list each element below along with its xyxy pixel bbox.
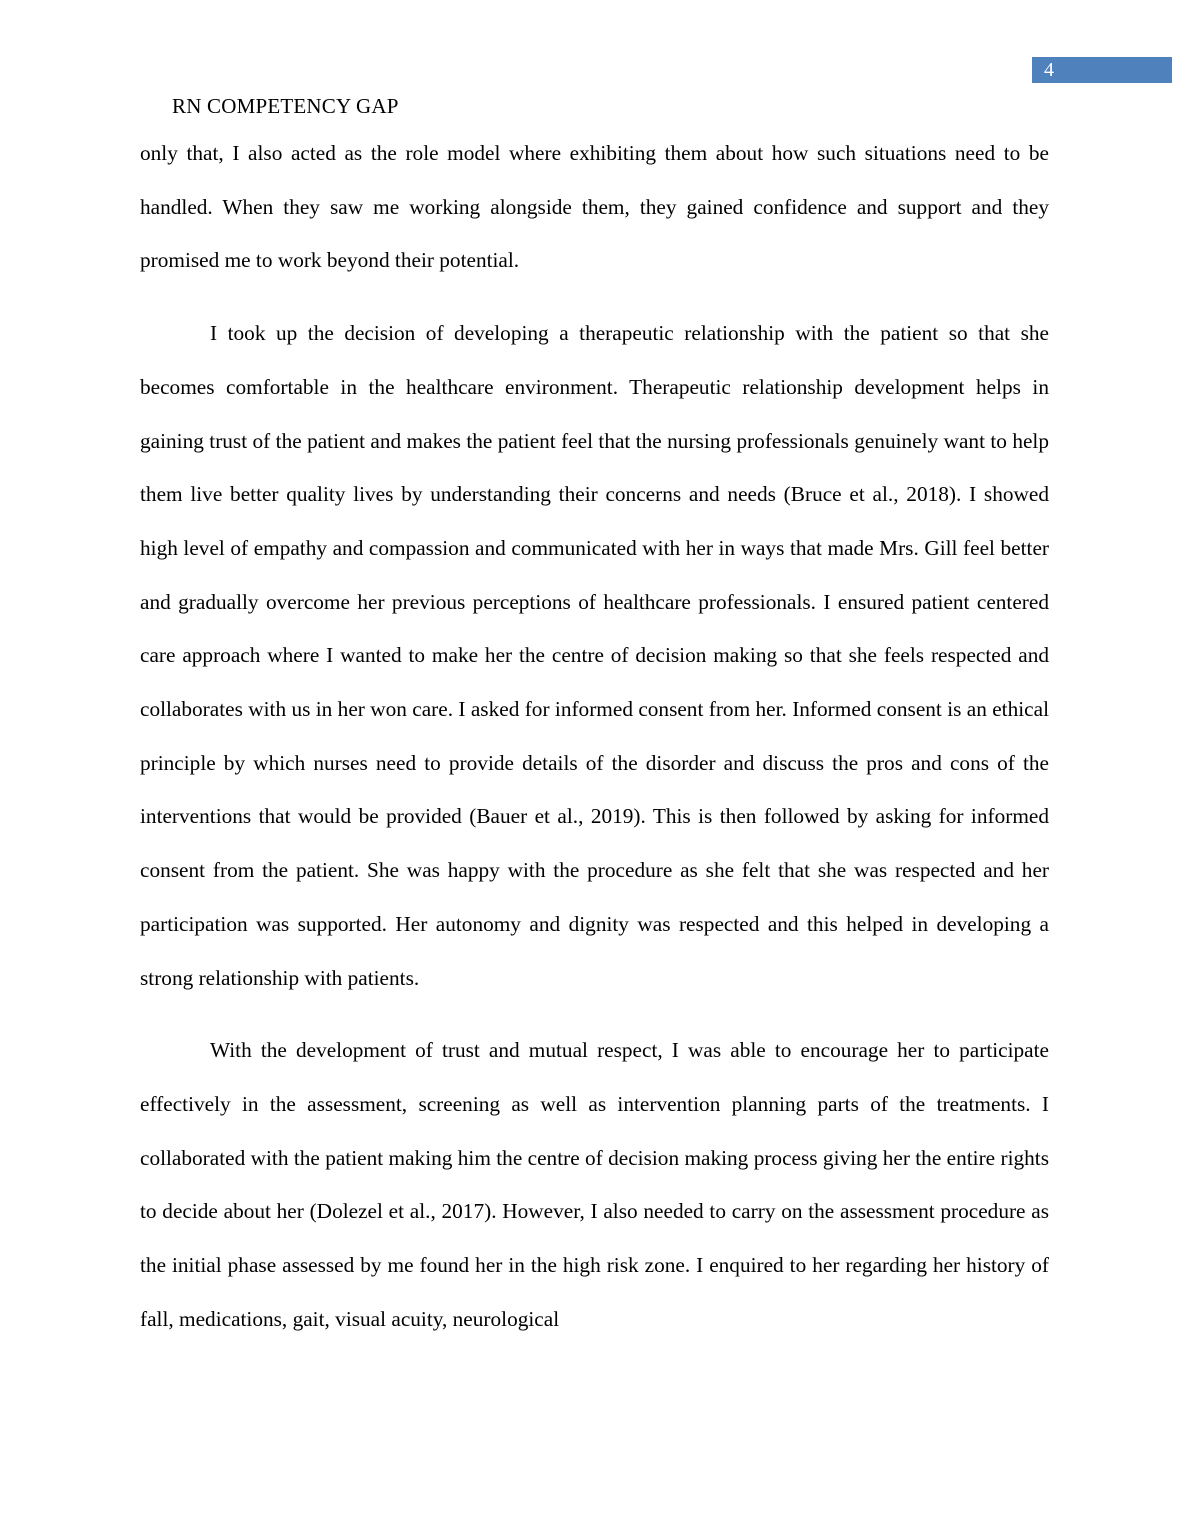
- running-head: RN COMPETENCY GAP: [172, 94, 399, 118]
- page-number: 4: [1032, 57, 1172, 83]
- document-body: [140, 127, 1049, 1346]
- paragraph-continuation: only that, I also acted as the role model where exhibiting them about how such situations need to be handled. When they saw me working alongside them, they gained confidence and support and they promised me to work beyond their potential.: [140, 141, 1049, 273]
- paragraph-trust-and-assessment: With the development of trust and mutual respect, I was able to encourage her to participate effectively in the assessment, screening as well as intervention planning parts of the treatments. I collaborated with the patient making him the centre of decision making process giving her the entire rights to decide about her (Dolezel et al., 2017). However, I also needed to carry on the assessment procedure as the initial phase assessed by me found her in the high risk zone. I enquired to her regarding her history of fall, medications, gait, visual acuity, neurological: [140, 1038, 1049, 1331]
- paragraph-therapeutic-relationship: I took up the decision of developing a therapeutic relationship with the patient so that she becomes comfortable in the healthcare environment. Therapeutic relationship development helps in gaining trust of the patient and makes the patient feel that the nursing professionals genuinely want to help them live better quality lives by understanding their concerns and needs (Bruce et al., 2018). I showed high level of empathy and compassion and communicated with her in ways that made Mrs. Gill feel better and gradually overcome her previous perceptions of healthcare professionals. I ensured patient centered care approach where I wanted to make her the centre of decision making so that she feels respected and collaborates with us in her won care. I asked for informed consent from her. Informed consent is an ethical principle by which nurses need to provide details of the disorder and discuss the pros and cons of the interventions that would be provided (Bauer et al., 2019). This is then followed by asking for informed consent from the patient. She was happy with the procedure as she felt that she was respected and her participation was supported. Her autonomy and dignity was respected and this helped in developing a strong relationship with patients.: [140, 321, 1049, 990]
